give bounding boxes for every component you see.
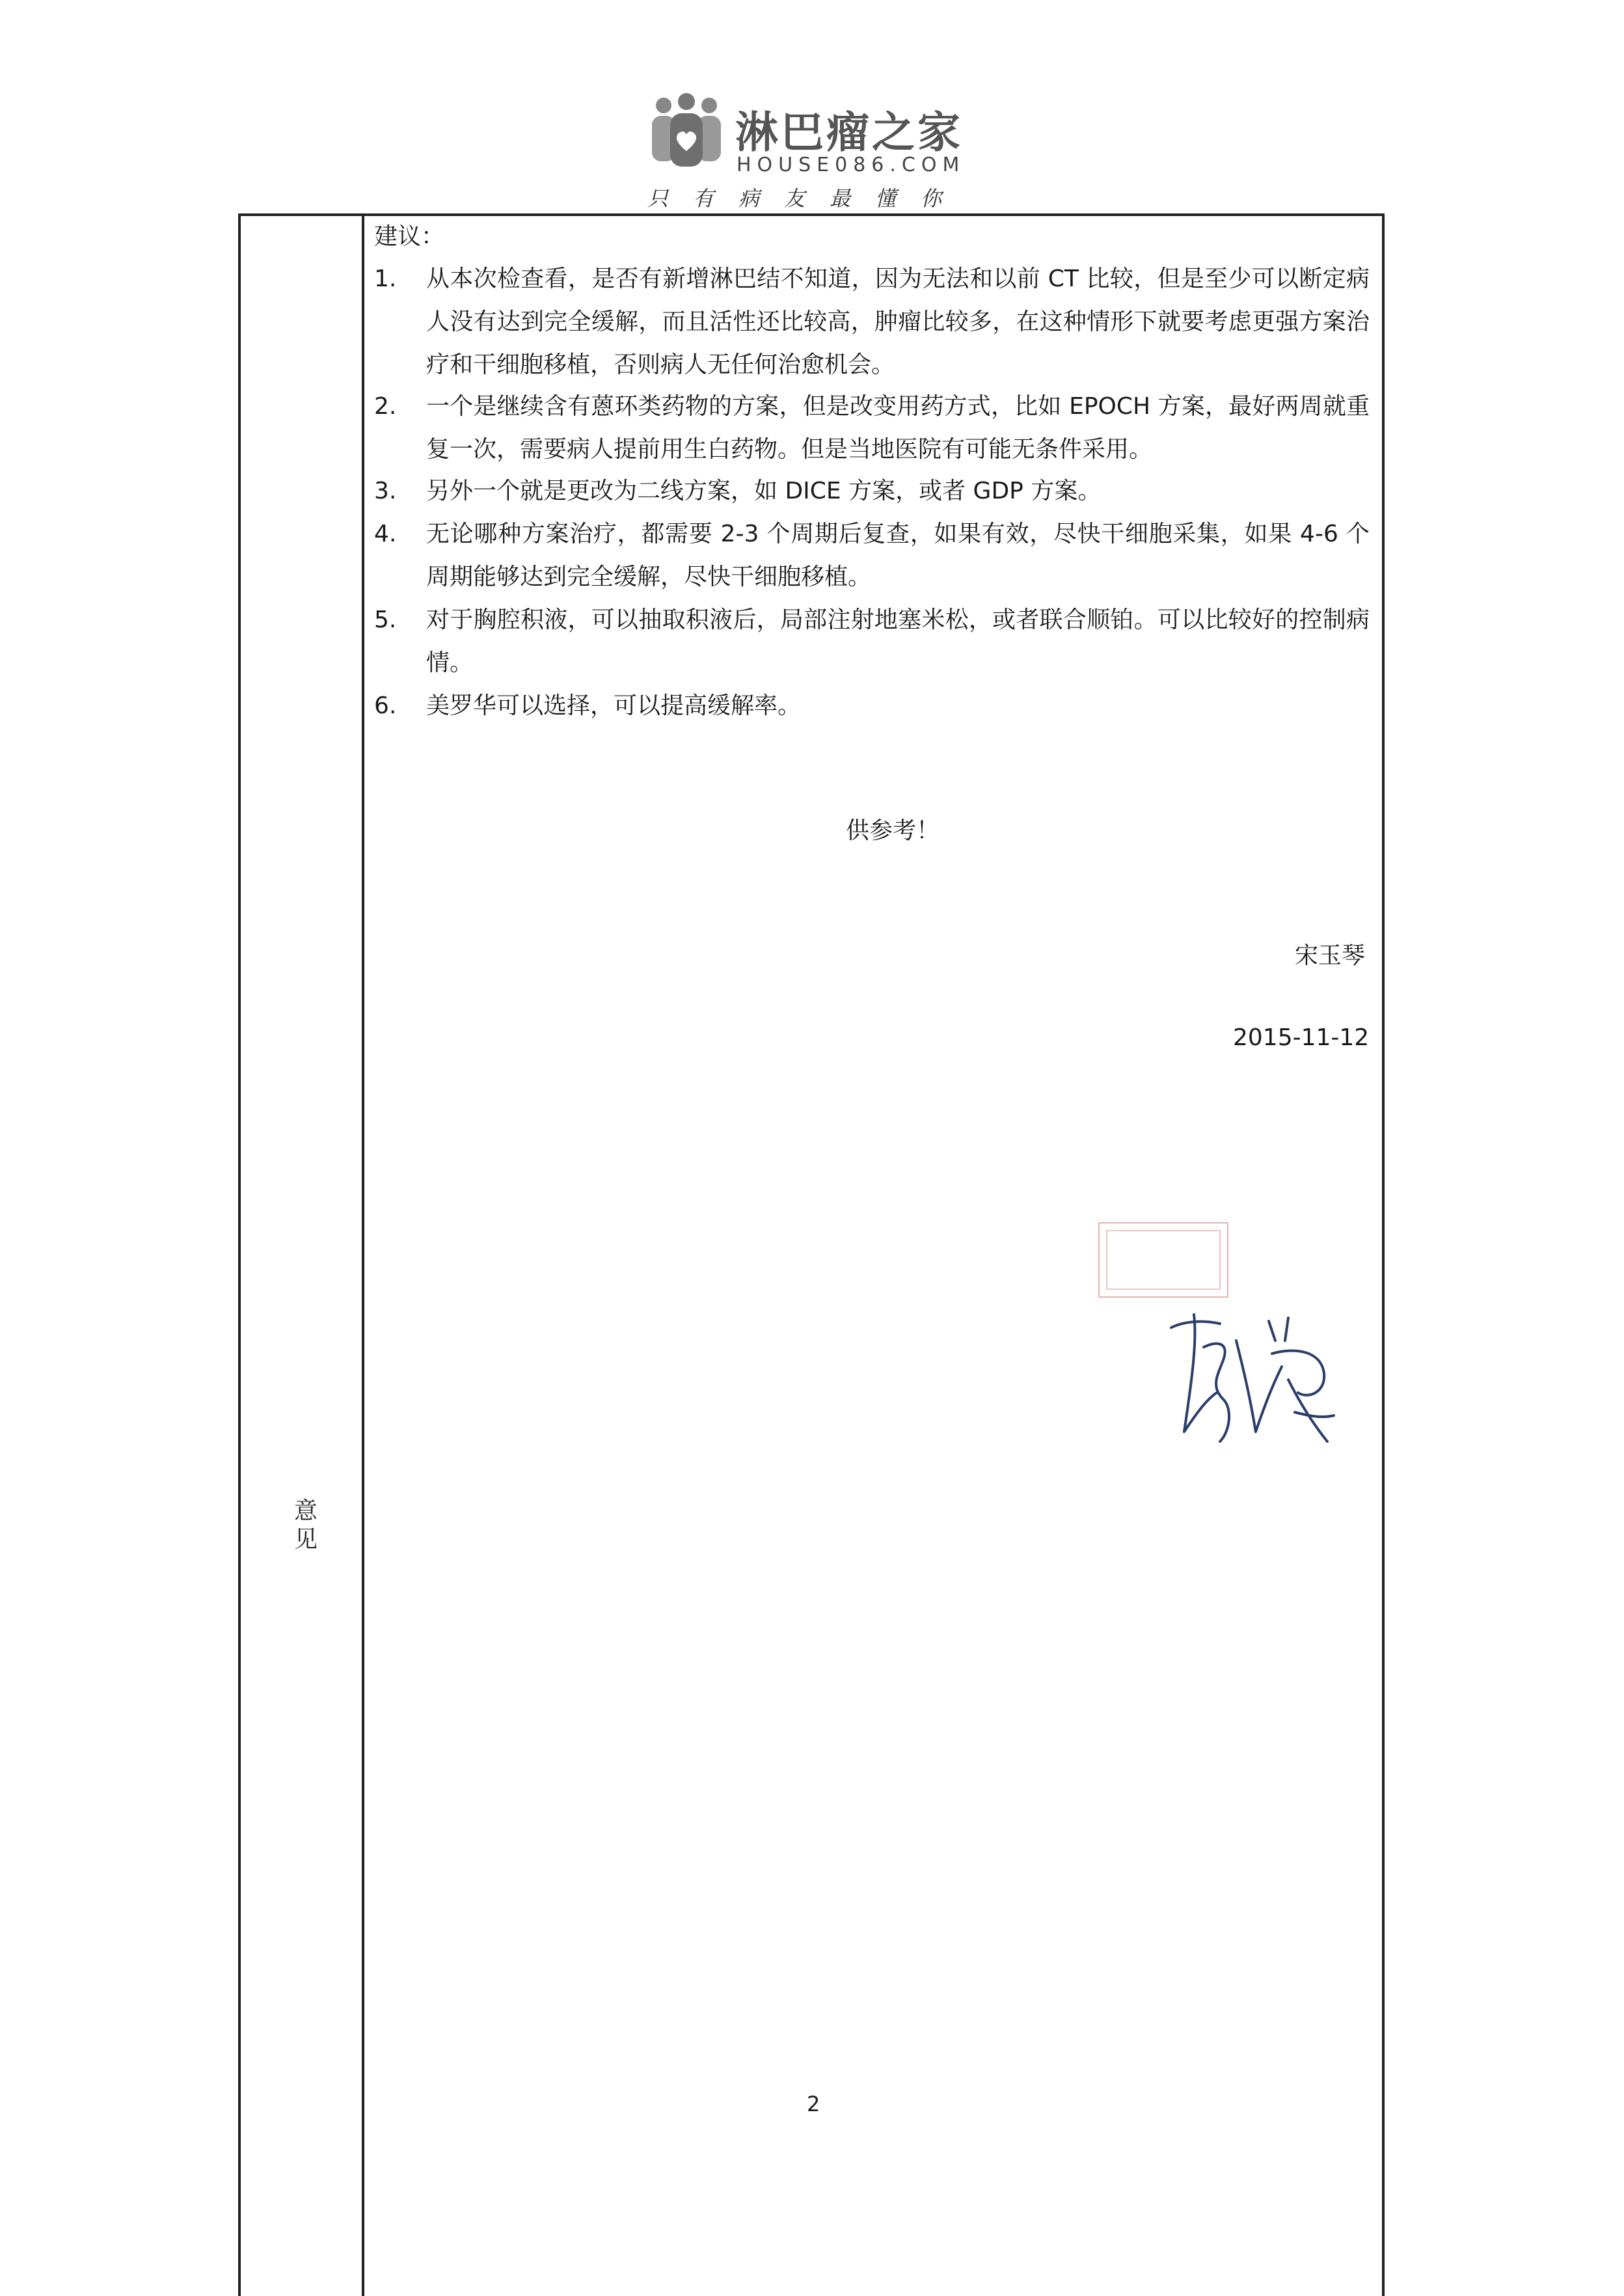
item-text: 一个是继续含有蒽环类药物的方案，但是改变用药方式，比如 EPOCH 方案，最好两周就重复一次，需要病人提前用生白药物。但是当地医院有可能无条件采用。	[426, 393, 1370, 463]
item-number: 5.	[374, 607, 397, 633]
signed-date: 2015-11-12	[1233, 1024, 1370, 1051]
item-text: 另外一个就是更改为二线方案，如 DICE 方案，或者 GDP 方案。	[426, 478, 1102, 504]
page-number: 2	[807, 2092, 820, 2116]
item-text: 美罗华可以选择，可以提高缓解率。	[426, 692, 802, 719]
table-right-border	[1382, 213, 1385, 2296]
suggestion-heading: 建议：	[374, 223, 445, 250]
table-top-border	[238, 213, 1385, 216]
for-reference-note: 供参考！	[846, 817, 940, 844]
site-logo	[644, 91, 982, 221]
handwritten-signature	[1158, 1302, 1353, 1458]
item-number: 4.	[374, 521, 397, 547]
item-text: 无论哪种方案治疗，都需要 2-3 个周期后复查，如果有效，尽快干细胞采集，如果 4-6 个周期能够达到完全缓解，尽快干细胞移植。	[426, 521, 1370, 590]
item-text: 从本次检查看，是否有新增淋巴结不知道，因为无法和以前 CT 比较，但是至少可以断定病人没有达到完全缓解，而且活性还比较高，肿瘤比较多，在这种情形下就要考虑更强方案治疗和干细胞移植，否则病人无任何治愈机会。	[426, 266, 1370, 378]
people-heart-icon	[644, 91, 729, 176]
author-name: 宋玉琴	[1295, 942, 1366, 969]
item-number: 1.	[374, 266, 397, 292]
item-text: 对于胸腔积液，可以抽取积液后，局部注射地塞米松，或者联合顺铂。可以比较好的控制病情。	[426, 607, 1370, 676]
item-number: 6.	[374, 692, 397, 719]
opinion-label: 意见	[293, 1497, 318, 1553]
site-title: 淋巴瘤之家	[735, 107, 963, 157]
stamp-mark	[1098, 1222, 1228, 1298]
table-column-divider	[362, 213, 364, 2296]
item-number: 2.	[374, 393, 397, 420]
site-slogan: 只有病友最懂你	[647, 186, 966, 211]
site-url: HOUSE086.COM	[737, 154, 966, 176]
item-number: 3.	[374, 478, 397, 504]
table-left-border	[238, 213, 241, 2296]
